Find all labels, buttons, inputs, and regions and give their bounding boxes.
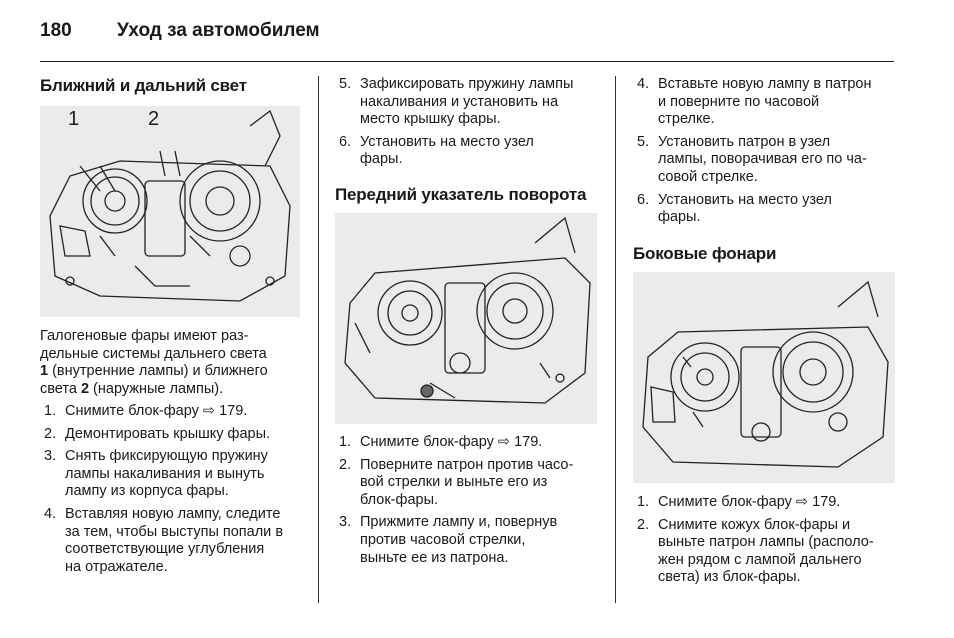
list-item-line: Поверните патрон против часо- [360,456,574,473]
steps-list [335,434,605,572]
turn-signal-illustration [335,213,597,424]
steps-list [40,403,310,581]
list-item [40,506,310,576]
list-item-number: 1. [637,494,650,510]
list-item [633,192,903,227]
steps-list [633,494,903,592]
list-item-line: блок-фары. [360,491,439,508]
list-item-line: Снимите блок-фару ⇨ 179. [360,434,543,450]
list-item-line: против часовой стрелки, [360,531,526,548]
list-item-line: лампы, поворачивая его по ча- [658,151,867,168]
page-number: 180 [40,20,72,41]
section-heading-side-lights: Боковые фонари [633,244,777,263]
list-item-line: вой стрелки и выньте его из [360,474,548,491]
list-item-line: соответствующие углубления [65,541,265,558]
list-item-line: выньте патрон лампы (располо- [658,534,874,551]
list-item-line: Снимите блок-фару ⇨ 179. [658,494,841,510]
figure-turn-signal [335,213,597,424]
list-item [335,457,605,510]
figure-side-lights [633,272,895,483]
steps-list-continued [335,76,605,174]
intro-line: Галогеновые фары имеют раз- [40,328,249,344]
list-item [633,494,903,512]
list-item-line: на отражателе. [65,558,168,575]
list-item-line: место крышку фары. [360,111,501,128]
section-heading-headlights: Ближний и дальний свет [40,76,247,95]
list-item-line: света) из блок-фары. [658,569,801,586]
page-title: Уход за автомобилем [117,20,320,41]
list-item-line: Зафиксировать пружину лампы [360,76,574,92]
intro-line: 1 (внутренние лампы) и ближнего [40,363,268,380]
list-item [40,448,310,501]
column-divider-1 [318,76,319,603]
side-lights-illustration [633,272,895,483]
header-divider [40,61,894,62]
list-item-line: и поверните по часовой [658,93,820,110]
list-item [335,134,605,169]
list-item-number: 4. [44,505,57,522]
list-item-line: Вставьте новую лампу в патрон [658,76,872,92]
headlight-illustration [40,106,300,317]
list-item [335,434,605,452]
list-item-number: 5. [637,133,650,150]
figure-headlight-bulbs [40,106,300,317]
list-item-line: за тем, чтобы выступы попали в [65,523,284,540]
list-item-line: выньте ее из патрона. [360,549,509,566]
list-item-number: 6. [339,133,352,150]
list-item-line: фары. [658,209,701,226]
list-item-number: 1. [339,434,352,450]
steps-list-continued [633,76,903,232]
list-item-number: 2. [637,516,650,533]
list-item-line: Вставляя новую лампу, следите [65,505,281,522]
list-item-number: 3. [339,514,352,531]
list-item [40,403,310,421]
list-item-number: 5. [339,76,352,92]
list-item-line: Демонтировать крышку фары. [65,425,271,442]
list-item [335,76,605,129]
figure-label-2: 2 [148,108,160,130]
list-item-line: накаливания и установить на [360,93,559,110]
list-item-line: стрелке. [658,111,715,128]
list-item-line: фары. [360,151,403,168]
list-item-number: 3. [44,448,57,465]
list-item-line: Снимите блок-фару ⇨ 179. [65,403,248,419]
list-item [335,514,605,567]
list-item-line: Установить на место узел [360,133,534,150]
page-header [0,0,954,62]
list-item-line: совой стрелке. [658,168,758,185]
list-item-line: Прижмите лампу и, повернув [360,514,558,531]
list-item-line: Установить патрон в узел [658,133,831,150]
figure-label-1: 1 [68,108,80,130]
list-item [633,134,903,187]
list-item [40,426,310,444]
list-item-line: Снимите кожух блок-фары и [658,516,851,533]
list-item-number: 2. [44,425,57,442]
list-item-line: лампу из корпуса фары. [65,483,229,500]
list-item [633,517,903,587]
list-item-line: Снять фиксирующую пружину [65,448,268,465]
intro-paragraph [40,328,310,398]
list-item-line: лампы накаливания и вынуть [65,465,265,482]
intro-line: дельные системы дальнего света [40,345,267,362]
list-item-number: 4. [637,76,650,92]
list-item-number: 1. [44,403,57,419]
list-item-line: жен рядом с лампой дальнего [658,551,862,568]
section-heading-turn-signal: Передний указатель поворота [335,185,587,204]
list-item [633,76,903,129]
intro-line: света 2 (наружные лампы). [40,380,224,397]
column-divider-2 [615,76,616,603]
list-item-line: Установить на место узел [658,191,832,208]
list-item-number: 6. [637,191,650,208]
list-item-number: 2. [339,456,352,473]
